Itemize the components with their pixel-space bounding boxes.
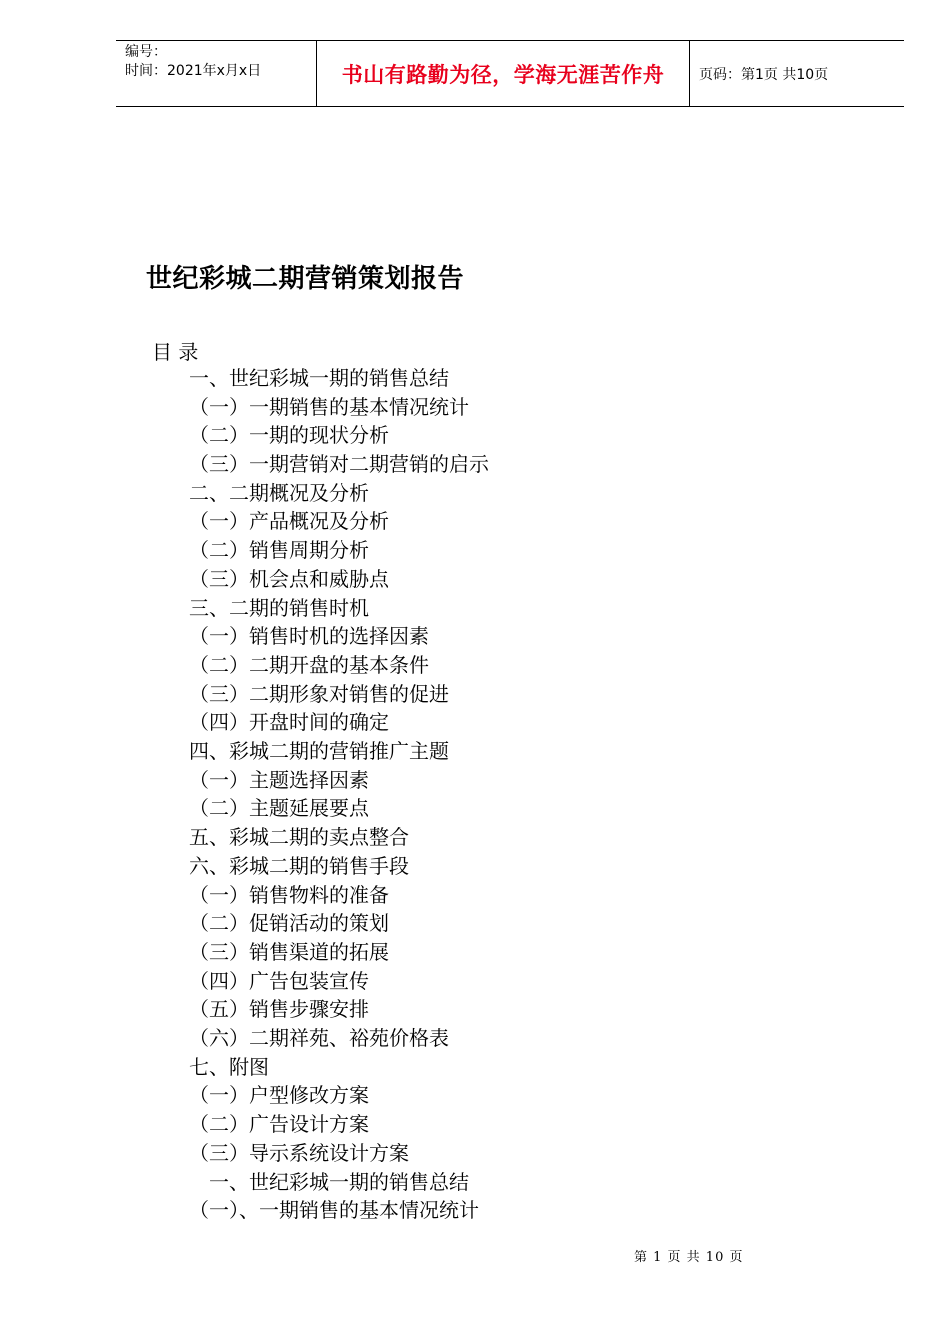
toc-item: （六）二期祥苑、裕苑价格表 (189, 1026, 449, 1050)
toc-item: （一）销售时机的选择因素 (189, 624, 429, 648)
header-motto: 书山有路勤为径，学海无涯苦作舟 (341, 63, 665, 87)
header-info-cell (116, 41, 316, 107)
header-page-number: 页码：第1页 共10页 (699, 67, 829, 83)
header-page-cell (690, 41, 904, 107)
toc-item: 七、附图 (189, 1055, 269, 1079)
toc-item: （二）促销活动的策划 (189, 911, 389, 935)
toc-item: 六、彩城二期的销售手段 (189, 854, 409, 878)
toc-item: 五、彩城二期的卖点整合 (189, 825, 409, 849)
toc-item: （二）二期开盘的基本条件 (189, 653, 429, 677)
toc-item: （三）二期形象对销售的促进 (189, 682, 449, 706)
toc-item: （一）一期销售的基本情况统计 (189, 395, 469, 419)
toc-item: （一）销售物料的准备 (189, 883, 389, 907)
toc-item: （一）产品概况及分析 (189, 509, 389, 533)
header-motto-cell (316, 41, 690, 107)
toc-item: （三）销售渠道的拓展 (189, 940, 389, 964)
toc-item: （一）主题选择因素 (189, 768, 369, 792)
toc-item: （二）主题延展要点 (189, 796, 369, 820)
body-section-heading: 一、世纪彩城一期的销售总结 (209, 1170, 469, 1194)
page-footer-number: 第 1 页 共 10 页 (634, 1250, 744, 1265)
toc-item: （二）销售周期分析 (189, 538, 369, 562)
document-number-label: 编号： (125, 44, 167, 60)
toc-item: （一）户型修改方案 (189, 1083, 369, 1107)
toc-item: （三）导示系统设计方案 (189, 1141, 409, 1165)
toc-item: （四）广告包装宣传 (189, 969, 369, 993)
document-title: 世纪彩城二期营销策划报告 (146, 264, 465, 294)
toc-item: 四、彩城二期的营销推广主题 (189, 739, 449, 763)
toc-heading: 目 录 (152, 340, 199, 364)
toc-item: （二）一期的现状分析 (189, 423, 389, 447)
toc-item: （三）机会点和威胁点 (189, 567, 389, 591)
toc-item: （四）开盘时间的确定 (189, 710, 389, 734)
document-time-label: 时间：2021年x月x日 (125, 63, 262, 79)
toc-item: （三）一期营销对二期营销的启示 (189, 452, 489, 476)
toc-item: 一、世纪彩城一期的销售总结 (189, 366, 449, 390)
toc-item: （五）销售步骤安排 (189, 997, 369, 1021)
body-subsection-heading: （一）、一期销售的基本情况统计 (189, 1198, 479, 1222)
page-header (116, 40, 904, 107)
toc-item: （二）广告设计方案 (189, 1112, 369, 1136)
toc-item: 三、二期的销售时机 (189, 596, 369, 620)
toc-item: 二、二期概况及分析 (189, 481, 369, 505)
